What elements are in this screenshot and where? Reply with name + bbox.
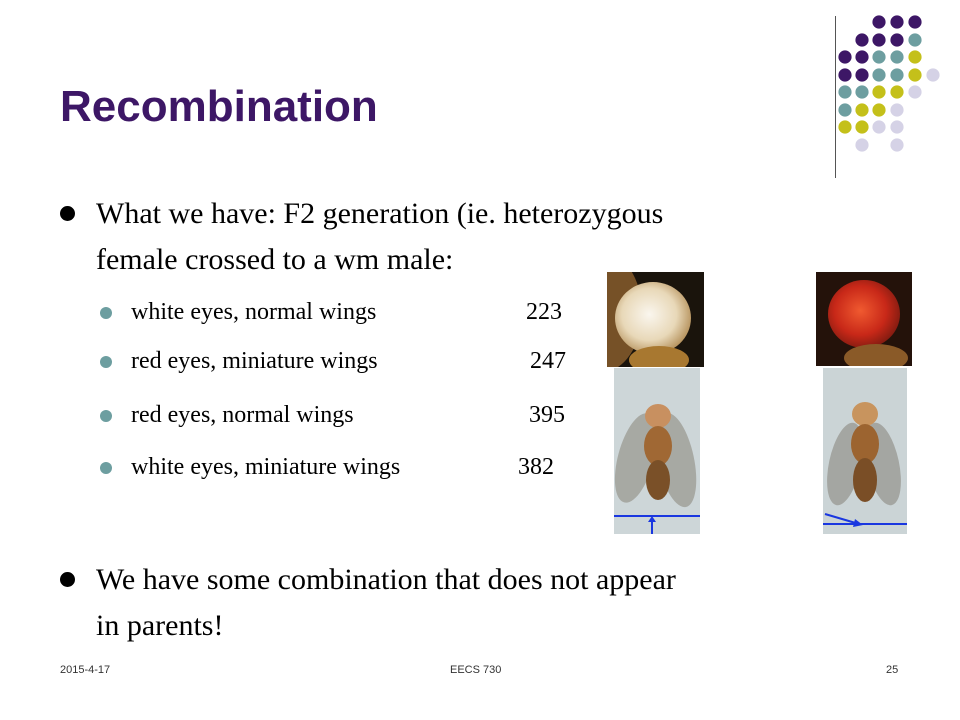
bullet-line-1: What we have: F2 generation (ie. heterozygous (96, 197, 664, 230)
white-eye-photo (607, 272, 704, 367)
decorative-dot (872, 103, 885, 116)
decorative-dot (838, 68, 851, 81)
decorative-dot (926, 68, 939, 81)
result-label: white eyes, miniature wings (131, 454, 401, 480)
decorative-dot (872, 15, 885, 28)
decorative-dot (872, 120, 885, 133)
decorative-dot (838, 50, 851, 63)
decorative-dot (890, 138, 903, 151)
decorative-dot (908, 85, 921, 98)
decorative-dot (908, 15, 921, 28)
sub-bullet-dot (100, 462, 112, 474)
bullet-line-2: female crossed to a wm male: (96, 243, 454, 276)
sub-bullet-dot (100, 356, 112, 368)
decorative-dot (855, 85, 868, 98)
decorative-dot (838, 85, 851, 98)
result-label: white eyes, normal wings (131, 299, 377, 325)
bullet-line-2: in parents! (96, 609, 224, 642)
fly-miniature-wings-photo (823, 368, 907, 534)
decorative-dot (838, 120, 851, 133)
decorative-dot (890, 103, 903, 116)
decorative-dot (890, 15, 903, 28)
decorative-dot (908, 33, 921, 46)
footer-date: 2015-4-17 (60, 664, 111, 676)
decorative-vertical-line (835, 16, 836, 178)
result-count: 395 (529, 402, 565, 428)
result-count: 247 (530, 348, 566, 374)
decorative-dot (890, 120, 903, 133)
decorative-dot (890, 50, 903, 63)
bullet-line-1: We have some combination that does not appear (96, 563, 676, 596)
bullet-dot (60, 572, 75, 587)
decorative-dot (855, 120, 868, 133)
decorative-dot (890, 33, 903, 46)
decorative-dot (908, 68, 921, 81)
footer-page-number: 25 (886, 664, 899, 676)
result-label: red eyes, normal wings (131, 402, 354, 428)
bullet-conclusion (60, 560, 880, 644)
result-label: red eyes, miniature wings (131, 348, 378, 374)
decorative-dot (855, 33, 868, 46)
decorative-dot (855, 50, 868, 63)
decorative-dot (890, 85, 903, 98)
decorative-dot (855, 68, 868, 81)
decorative-dot (872, 50, 885, 63)
sub-bullet-dot (100, 307, 112, 319)
bullet-dot (60, 206, 75, 221)
red-eye-photo (816, 272, 912, 366)
decorative-dot (872, 33, 885, 46)
result-count: 223 (526, 299, 562, 325)
decorative-dot (855, 103, 868, 116)
decorative-dot (838, 103, 851, 116)
result-count: 382 (518, 454, 554, 480)
slide-title: Recombination (60, 82, 378, 131)
footer-course: EECS 730 (450, 664, 502, 676)
bullet-what-we-have (60, 194, 664, 276)
decorative-dot (908, 50, 921, 63)
decorative-dot (872, 85, 885, 98)
decorative-dot (855, 138, 868, 151)
fly-normal-wings-photo (614, 368, 700, 534)
decorative-dot (872, 68, 885, 81)
sub-bullet-dot (100, 410, 112, 422)
decorative-dot (890, 68, 903, 81)
